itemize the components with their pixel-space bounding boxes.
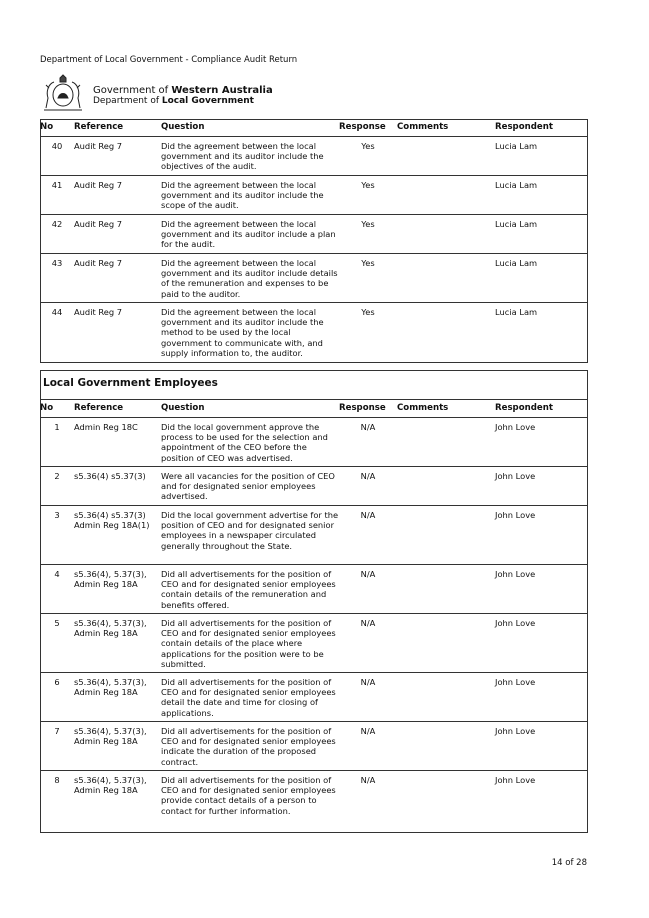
row-response: N/A [339, 673, 397, 722]
row-reference: s5.36(4), 5.37(3), Admin Reg 18A [74, 722, 161, 771]
row-response: Yes [361, 307, 375, 317]
row-question: Did the local government approve the process to be used for the selection and appointment of the CEO before the position of CEO was advertised. [161, 418, 339, 467]
row-respondent: Lucia Lam [495, 215, 588, 254]
row-respondent: John Love [495, 673, 588, 722]
table-row [40, 565, 588, 614]
row-comments [397, 673, 495, 722]
table-header-row [40, 400, 588, 418]
col-header-respondent: Respondent [495, 400, 588, 418]
row-response: N/A [339, 506, 397, 565]
col-header-comments: Comments [397, 400, 495, 418]
row-reference: Admin Reg 18C [74, 418, 161, 467]
table-row [40, 303, 588, 363]
row-respondent: John Love [495, 506, 588, 565]
row-number: 4 [40, 565, 74, 614]
row-reference: Audit Reg 7 [74, 254, 161, 303]
row-question: Did all advertisements for the position of CEO and for designated senior employees contain details of the place where applications for the position were to be submitted. [161, 614, 339, 673]
row-reference: Audit Reg 7 [74, 137, 161, 176]
row-number: 44 [51, 307, 63, 317]
row-comments [397, 722, 495, 771]
row-number: 1 [40, 418, 74, 467]
row-respondent: Lucia Lam [495, 176, 588, 215]
row-response: N/A [339, 614, 397, 673]
row-response: N/A [339, 722, 397, 771]
row-reference: Audit Reg 7 [74, 176, 161, 215]
row-reference: s5.36(4) s5.37(3) Admin Reg 18A(1) [74, 506, 161, 565]
table-row [40, 467, 588, 506]
row-response: N/A [339, 565, 397, 614]
row-respondent: John Love [495, 418, 588, 467]
government-branding [93, 85, 273, 107]
col-header-response: Response [339, 400, 397, 418]
row-respondent: John Love [495, 722, 588, 771]
row-comments [397, 506, 495, 565]
gov-state: Western Australia [171, 85, 273, 96]
row-comments [397, 467, 495, 506]
row-response: Yes [339, 137, 397, 176]
row-comments [397, 303, 495, 363]
row-reference: s5.36(4), 5.37(3), Admin Reg 18A [74, 614, 161, 673]
row-number: 40 [40, 137, 74, 176]
table-row [40, 614, 588, 673]
row-response: Yes [339, 176, 397, 215]
col-header-question: Question [161, 119, 339, 137]
row-question: Did the agreement between the local government and its auditor include the scope of the audit. [161, 176, 339, 215]
row-reference: s5.36(4), 5.37(3), Admin Reg 18A [74, 673, 161, 722]
employees-table [40, 399, 588, 830]
row-question: Did all advertisements for the position of CEO and for designated senior employees indicate the duration of the proposed contract. [161, 722, 339, 771]
row-response: N/A [339, 418, 397, 467]
row-response: N/A [339, 467, 397, 506]
row-comments [397, 176, 495, 215]
row-respondent: Lucia Lam [495, 254, 588, 303]
row-number: 6 [40, 673, 74, 722]
row-respondent: Lucia Lam [495, 137, 588, 176]
dept-name: Local Government [161, 96, 254, 106]
row-question: Did all advertisements for the position of CEO and for designated senior employees provide contact details of a person to contact for further information. [161, 775, 336, 816]
row-number: 43 [40, 254, 74, 303]
col-header-no: No [40, 400, 74, 418]
row-question: Did the agreement between the local government and its auditor include the method to be used by the local government to communicate with, and supply information to, the auditor. [161, 307, 324, 358]
row-number: 3 [40, 506, 74, 565]
row-reference: Audit Reg 7 [74, 307, 123, 317]
row-respondent: John Love [495, 775, 536, 785]
table-row [40, 215, 588, 254]
gov-prefix: Government of [93, 85, 172, 96]
audit-table [40, 119, 588, 363]
col-header-respondent: Respondent [495, 119, 588, 137]
row-respondent: Lucia Lam [495, 307, 538, 317]
col-header-no: No [40, 119, 74, 137]
row-comments [397, 565, 495, 614]
dept-prefix: Department of [93, 96, 162, 106]
row-response: N/A [360, 775, 376, 785]
row-comments [397, 137, 495, 176]
col-header-question: Question [161, 400, 339, 418]
row-comments [397, 614, 495, 673]
table-row [40, 176, 588, 215]
table-row [40, 771, 588, 830]
table-row [40, 722, 588, 771]
row-question: Did the agreement between the local government and its auditor include details of the remuneration and expenses to be paid to the auditor. [161, 254, 339, 303]
row-reference: Audit Reg 7 [74, 215, 161, 254]
document-title: Department of Local Government - Compliance Audit Return [40, 55, 298, 65]
row-reference: s5.36(4), 5.37(3), Admin Reg 18A [74, 565, 161, 614]
row-number: 2 [40, 467, 74, 506]
row-reference: s5.36(4) s5.37(3) [74, 467, 161, 506]
table-row [40, 254, 588, 303]
row-response: Yes [339, 254, 397, 303]
table-header-row [40, 119, 588, 137]
col-header-reference: Reference [74, 119, 161, 137]
row-question: Did the agreement between the local government and its auditor include a plan for the audit. [161, 215, 339, 254]
col-header-response: Response [339, 119, 397, 137]
row-number: 7 [40, 722, 74, 771]
section-title: Local Government Employees [43, 377, 218, 389]
row-comments [397, 215, 495, 254]
page-number: 14 of 28 [551, 858, 587, 868]
row-comments [397, 771, 495, 830]
row-number: 42 [40, 215, 74, 254]
row-respondent: John Love [495, 614, 588, 673]
table-row [40, 506, 588, 565]
row-question: Were all vacancies for the position of CEO and for designated senior employees advertised. [161, 467, 339, 506]
row-number: 8 [54, 775, 60, 785]
row-reference: s5.36(4), 5.37(3), Admin Reg 18A [74, 775, 147, 796]
row-comments [397, 254, 495, 303]
table-row [40, 137, 588, 176]
row-number: 41 [40, 176, 74, 215]
row-question: Did all advertisements for the position of CEO and for designated senior employees contain details of the remuneration and benefits offered. [161, 565, 339, 614]
row-question: Did the agreement between the local government and its auditor include the objectives of the audit. [161, 137, 339, 176]
col-header-reference: Reference [74, 400, 161, 418]
col-header-comments: Comments [397, 119, 495, 137]
table-row [40, 418, 588, 467]
row-respondent: John Love [495, 565, 588, 614]
row-respondent: John Love [495, 467, 588, 506]
wa-coat-of-arms-icon [40, 74, 86, 114]
table-row [40, 673, 588, 722]
row-response: Yes [339, 215, 397, 254]
row-number: 5 [40, 614, 74, 673]
row-question: Did the local government advertise for the position of CEO and for designated senior employees in a newspaper circulated generally throughout the State. [161, 506, 339, 565]
row-question: Did all advertisements for the position of CEO and for designated senior employees detail the date and time for closing of applications. [161, 673, 339, 722]
row-comments [397, 418, 495, 467]
